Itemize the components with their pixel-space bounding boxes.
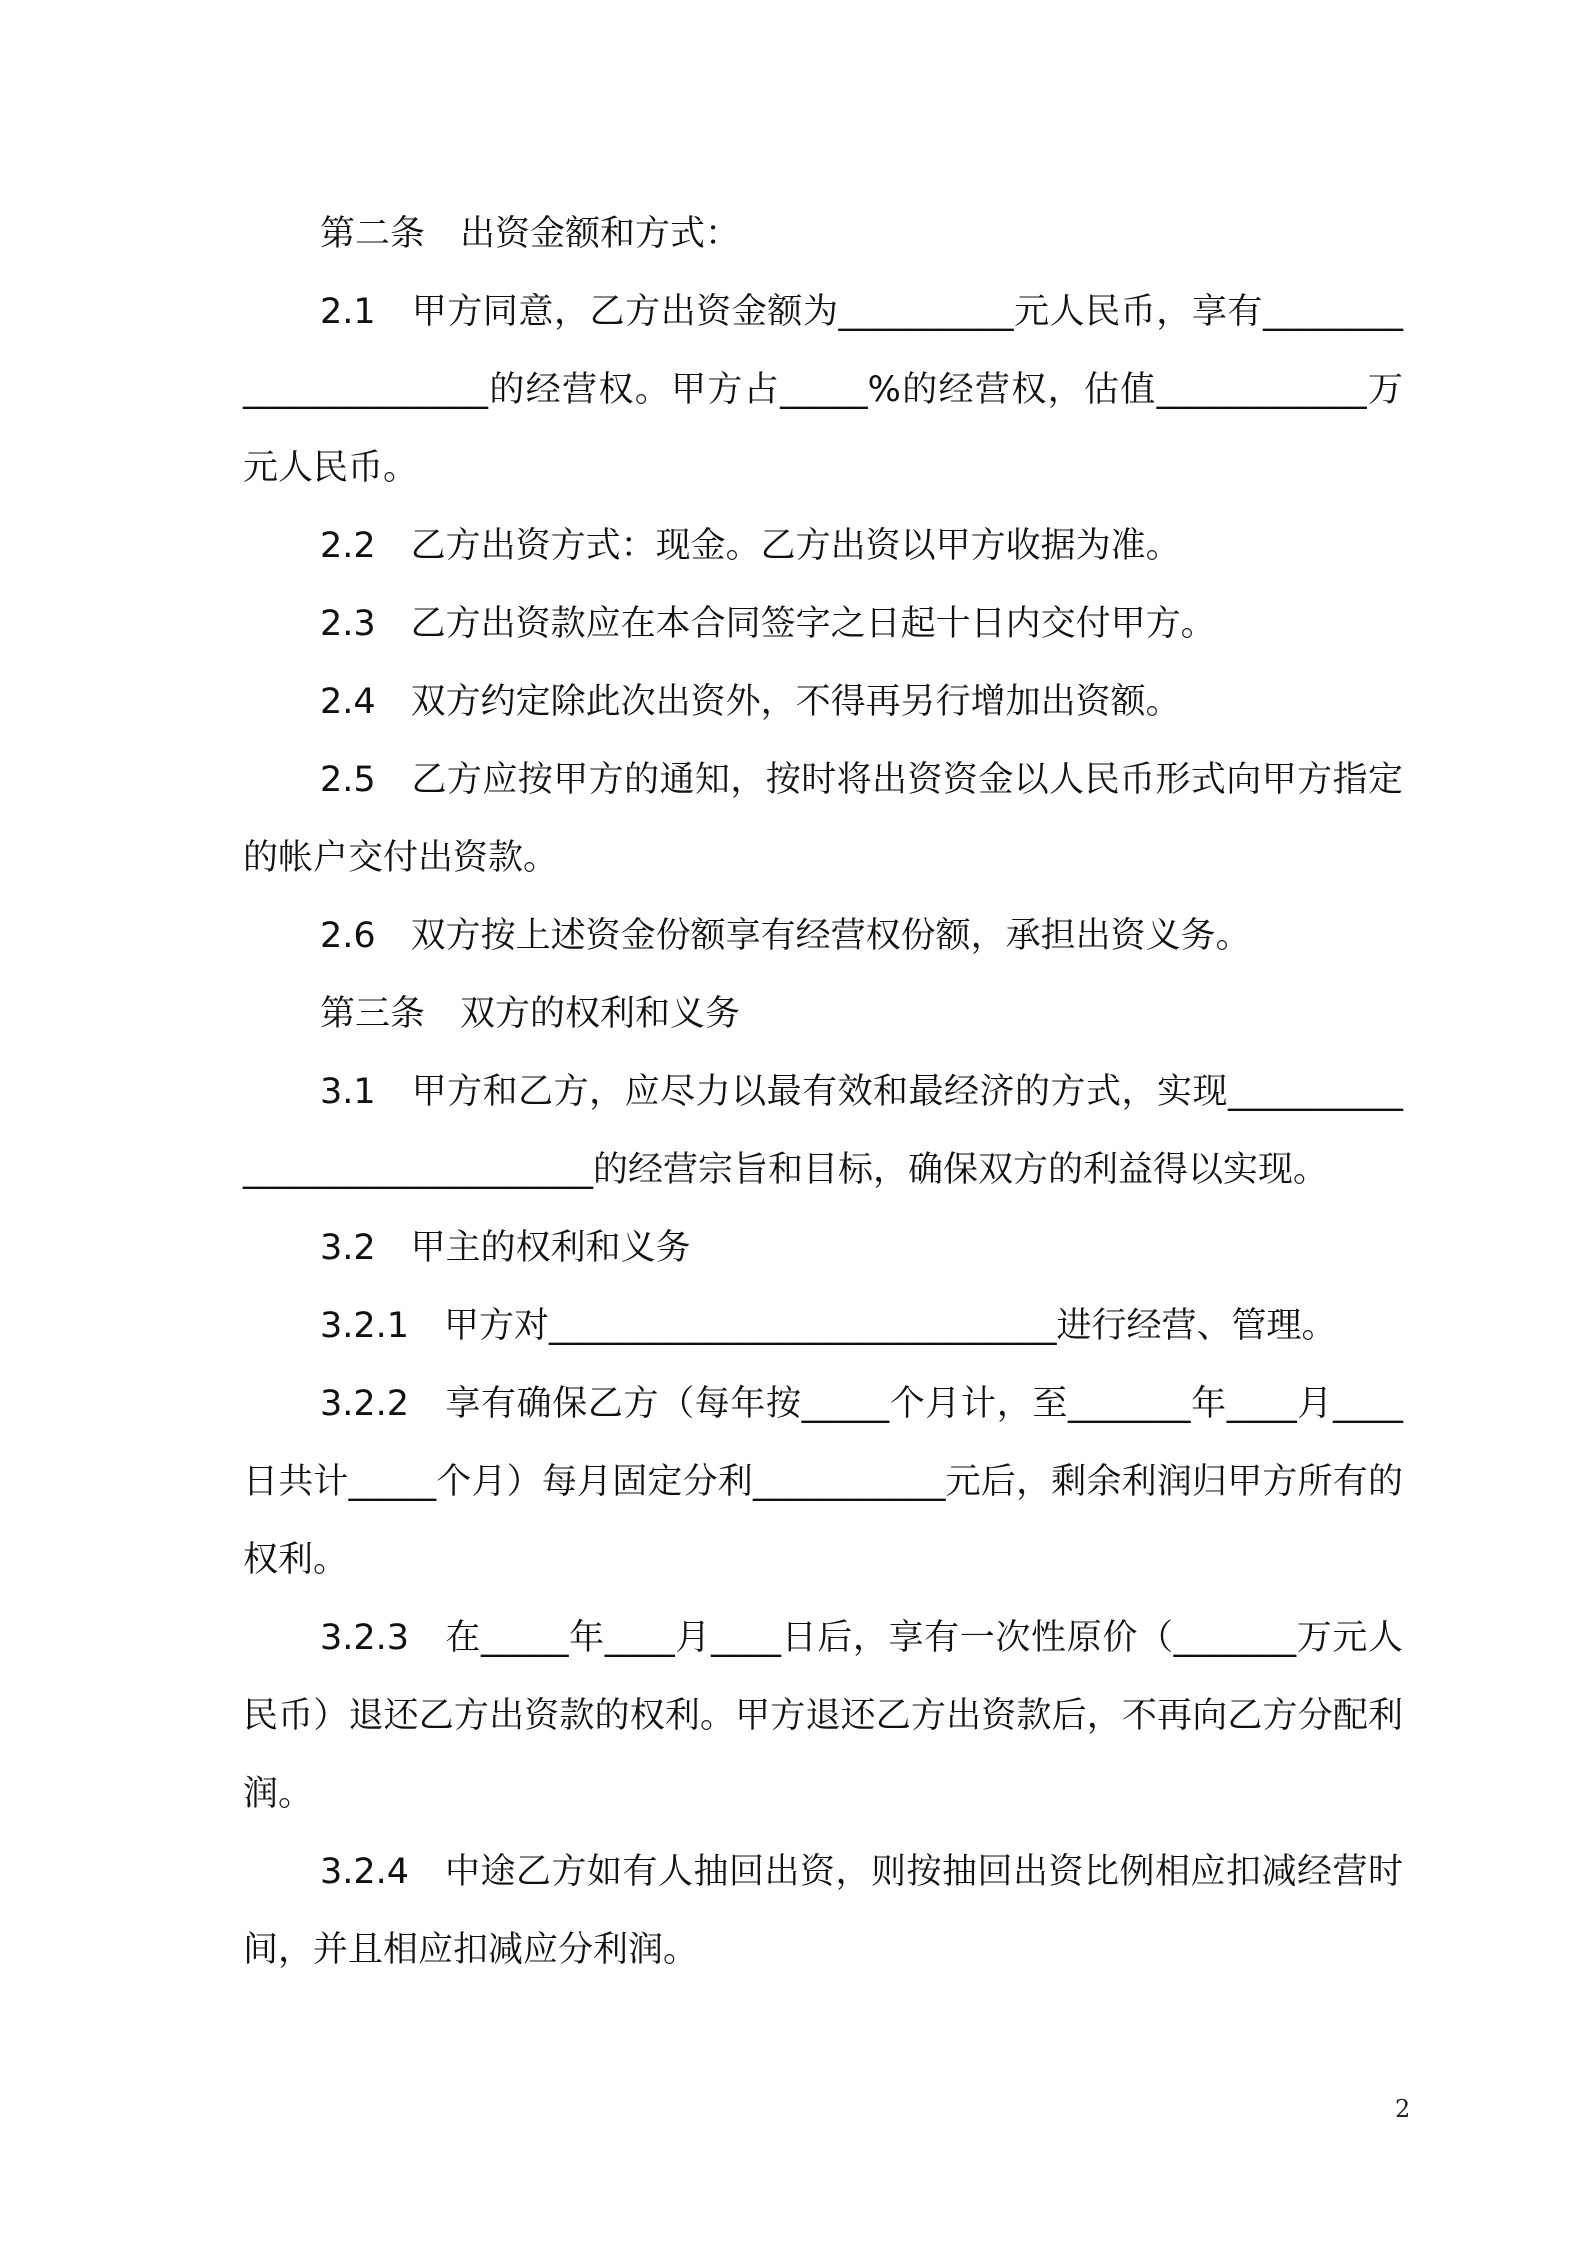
clause-2-1: 2.1 甲方同意，乙方出资金额为__________元人民币，享有______________________的经营权。甲方占_____%的经营权，估值____________万元人民币。 [243, 292, 1403, 488]
clause-3-2-4: 3.2.4 中途乙方如有人抽回出资，则按抽回出资比例相应扣减经营时间，并且相应扣减应分利润。 [243, 1852, 1403, 1970]
clause-3-2-3: 3.2.3 在_____年____月____日后，享有一次性原价（_______万元人民币）退还乙方出资款的权利。甲方退还乙方出资款后，不再向乙方分配利润。 [243, 1618, 1403, 1814]
clause-2-2: 2.2 乙方出资方式：现金。乙方出资以甲方收据为准。 [320, 526, 1181, 566]
clause-3-2: 3.2 甲主的权利和义务 [320, 1228, 691, 1268]
clause-3-2-2: 3.2.2 享有确保乙方（每年按_____个月计，至_______年____月____日共计_____个月）每月固定分利___________元后，剩余利润归甲方所有的权利。 [243, 1384, 1403, 1580]
clause-3-1: 3.1 甲方和乙方，应尽力以最有效和最经济的方式，实现______________________________的经营宗旨和目标，确保双方的利益得以实现。 [243, 1072, 1403, 1190]
document-body [243, 195, 1403, 1989]
clause-3-2-1: 3.2.1 甲方对_____________________________进行经营、管理。 [320, 1306, 1337, 1346]
clause-2-4: 2.4 双方约定除此次出资外，不得再另行增加出资额。 [320, 682, 1181, 722]
clause-2-6: 2.6 双方按上述资金份额享有经营权份额，承担出资义务。 [320, 916, 1251, 956]
clause-2-5: 2.5 乙方应按甲方的通知，按时将出资资金以人民币形式向甲方指定的帐户交付出资款。 [243, 760, 1403, 878]
article-3-heading: 第三条 双方的权利和义务 [320, 994, 741, 1034]
clause-2-3: 2.3 乙方出资款应在本合同签字之日起十日内交付甲方。 [320, 604, 1216, 644]
page-number: 2 [1395, 2095, 1411, 2123]
article-2-heading: 第二条 出资金额和方式： [320, 214, 741, 254]
